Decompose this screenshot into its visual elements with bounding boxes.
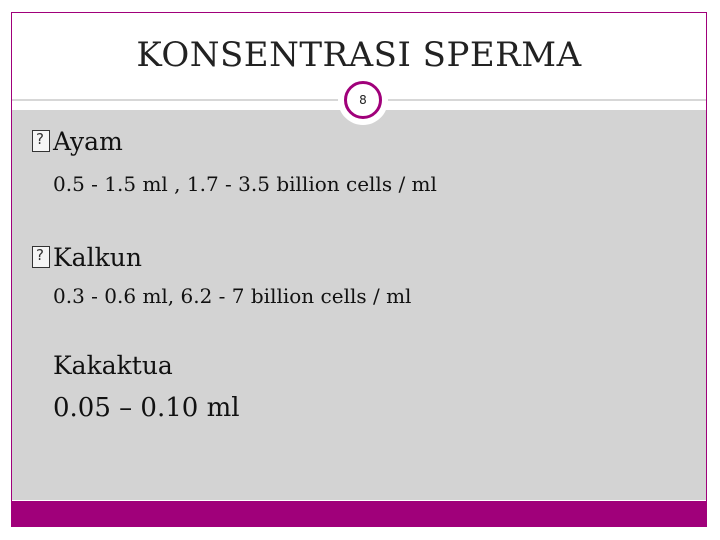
bullet-item-ayam (32, 127, 123, 156)
bullet-heading-kakaktua: Kakaktua (53, 351, 173, 380)
bullet-heading: Ayam (53, 127, 123, 156)
slide-title: KONSENTRASI SPERMA (136, 35, 582, 75)
slide (11, 12, 707, 527)
page-number-badge (344, 81, 382, 119)
bullet-detail-kakaktua: 0.05 – 0.10 ml (53, 393, 240, 423)
missing-glyph-bullet-icon (32, 130, 50, 152)
bullet-heading: Kalkun (53, 243, 142, 272)
page-number: 8 (359, 93, 367, 107)
footer-bar (12, 501, 706, 526)
bullet-detail-ayam: 0.5 - 1.5 ml , 1.7 - 3.5 billion cells / ml (53, 172, 437, 196)
missing-glyph-bullet-icon (32, 246, 50, 268)
bullet-item-kalkun (32, 243, 142, 272)
bullet-detail-kalkun: 0.3 - 0.6 ml, 6.2 - 7 billion cells / ml (53, 284, 412, 308)
